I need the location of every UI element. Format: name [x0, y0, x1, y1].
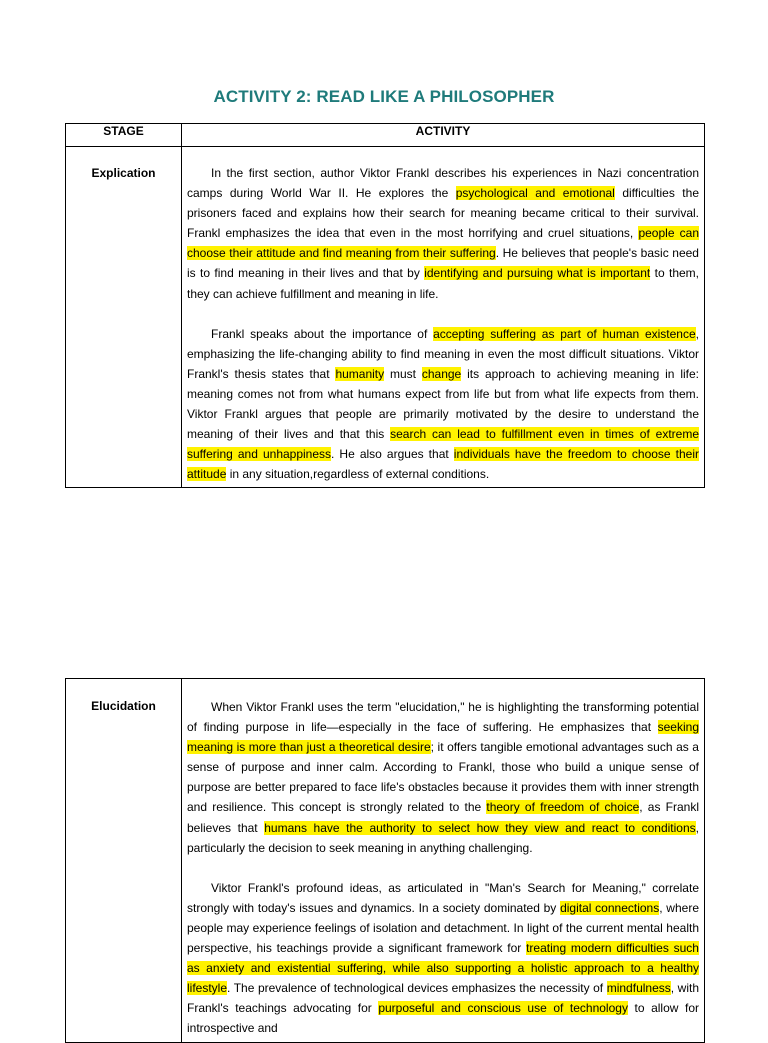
- body-text: difficulties the prisoners faced and explains how their search for meaning became critical to their survival. Frankl emphasizes the idea that even in the most horrifying and cruel situations,: [187, 186, 699, 241]
- highlighted-text: mindfulness: [606, 981, 671, 996]
- body-text: , particularly the decision to seek meaning in anything challenging.: [187, 820, 699, 855]
- activity-table-explication: [65, 123, 705, 488]
- activity-column-header: ACTIVITY: [182, 124, 705, 147]
- highlighted-text: humanity: [335, 366, 385, 381]
- highlighted-text: search can lead to fulfillment even in times of extreme suffering and unhappiness: [187, 427, 699, 462]
- highlighted-text: humans have the authority to select how they view and react to conditions: [264, 820, 696, 835]
- page-title: ACTIVITY 2: READ LIKE A PHILOSOPHER: [213, 87, 555, 106]
- table-row: [66, 679, 705, 1043]
- table-row: [66, 147, 705, 488]
- highlighted-text: purposeful and conscious use of technology: [378, 1001, 628, 1016]
- stage-label: Explication: [66, 147, 182, 488]
- body-text: to them, they can achieve fulfillment and meaning in life.: [187, 266, 700, 301]
- highlighted-text: individuals have the freedom to choose their attitude: [187, 447, 699, 482]
- body-text: must: [384, 366, 422, 381]
- highlighted-text: seeking meaning is more than just a theoretical desire: [187, 720, 699, 755]
- highlighted-text: treating modern difficulties such as anxiety and existential suffering, while also supporting a holistic approach to a healthy lifestyle: [187, 941, 699, 996]
- paragraph: [187, 697, 699, 858]
- highlighted-text: digital connections: [560, 900, 660, 915]
- body-text: its approach to achieving meaning in life: meaning comes not from what humans expect from life but from what life expects from them. Viktor Frankl argues that people are primarily motivated by the desire to understand the meaning of their lives and that this: [187, 366, 699, 442]
- body-text: . He also argues that: [331, 447, 454, 462]
- body-text: , with Frankl's teachings advocating for: [187, 981, 699, 1016]
- highlighted-text: theory of freedom of choice: [486, 800, 640, 815]
- highlighted-text: people can choose their attitude and find meaning from their suffering: [187, 226, 700, 261]
- activity-table-elucidation: [65, 678, 705, 1043]
- body-text: Viktor Frankl's profound ideas, as articulated in "Man's Search for Meaning," correlate strongly with today's issues and dynamics. In a society dominated by: [187, 880, 699, 915]
- body-text: In the first section, author Viktor Frankl describes his experiences in Nazi concentration camps during World War II. He explores the: [187, 166, 699, 201]
- paragraph: [187, 324, 699, 485]
- stage-label: Elucidation: [66, 679, 182, 1043]
- body-text: When Viktor Frankl uses the term "elucidation," he is highlighting the transforming potential of finding purpose in life—especially in the face of suffering. He emphasizes that: [187, 700, 699, 735]
- paragraph: [187, 878, 699, 1039]
- body-text: , where people may experience feelings of isolation and detachment. In light of the current mental health perspective, his teachings provide a significant framework for: [187, 900, 699, 956]
- highlighted-text: identifying and pursuing what is important: [424, 266, 651, 281]
- body-text: , emphasizing the life-changing ability to find meaning in even the most difficult situations. Viktor Frankl's thesis states that: [187, 326, 699, 381]
- body-text: to allow for introspective and: [187, 1001, 700, 1036]
- body-text: , as Frankl believes that: [187, 800, 699, 835]
- table-header-row: [66, 124, 705, 147]
- body-text: in any situation,regardless of external conditions.: [226, 467, 490, 482]
- body-text: Frankl speaks about the importance of: [211, 326, 434, 341]
- body-text: . The prevalence of technological devices emphasizes the necessity of: [227, 981, 607, 996]
- activity-content: [182, 147, 705, 488]
- highlighted-text: change: [421, 366, 462, 381]
- highlighted-text: psychological and emotional: [455, 186, 615, 201]
- paragraph: [187, 163, 699, 304]
- body-text: ; it offers tangible emotional advantages such as a sense of purpose and inner calm. According to Frankl, those who build a unique sense of purpose are better prepared to face life's obstacles because it provides them with inner strength and resilience. This concept is strongly related to the: [187, 740, 699, 815]
- stage-column-header: STAGE: [66, 124, 182, 147]
- body-text: . He believes that people's basic need is to find meaning in their lives and that by: [187, 246, 699, 281]
- highlighted-text: accepting suffering as part of human existence: [433, 326, 696, 341]
- activity-content: [182, 679, 705, 1043]
